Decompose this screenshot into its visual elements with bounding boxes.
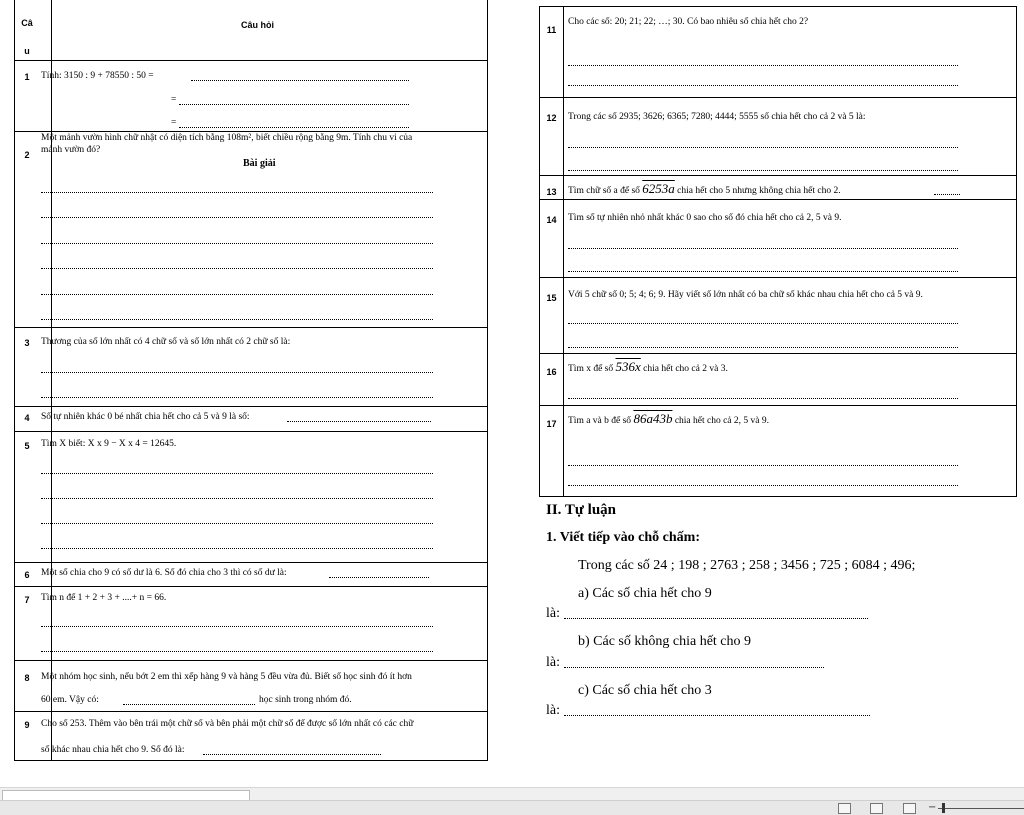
essay-part-c: c) Các số chia hết cho 3 [578, 683, 712, 698]
q2-number: 2 [24, 150, 30, 160]
print-layout-icon[interactable] [870, 803, 883, 814]
essay-part-a: a) Các số chia hết cho 9 [578, 586, 712, 601]
q3-number: 3 [24, 338, 30, 348]
left-question-table [14, 0, 488, 761]
q9-text-2: số khác nhau chia hết cho 9. Số đó là: [41, 745, 185, 755]
q14-text: Tìm số tự nhiên nhỏ nhất khác 0 sao cho số đó chia hết cho cả 2, 5 và 9. [568, 213, 842, 223]
q1-text: Tính: 3150 : 9 + 78550 : 50 = [41, 71, 154, 81]
q14-number: 14 [546, 215, 557, 225]
zoom-slider[interactable] [938, 808, 1024, 809]
q12-text: Trong các số 2935; 3626; 6365; 7280; 4444; 5555 số chia hết cho cả 2 và 5 là: [568, 112, 866, 122]
essay-numbers: Trong các số 24 ; 198 ; 2763 ; 258 ; 3456 ; 725 ; 6084 ; 496; [578, 558, 916, 573]
q6-text: Một số chia cho 9 có số dư là 6. Số đó chia cho 3 thì có số dư là: [41, 568, 287, 578]
essay-part-c-answer-label: là: [546, 703, 560, 718]
q5-text: Tìm X biết: X x 9 − X x 4 = 12645. [41, 439, 177, 449]
q9-number: 9 [24, 720, 30, 730]
essay-q1: 1. Viết tiếp vào chỗ chấm: [546, 530, 700, 545]
q3-text: Thương của số lớn nhất có 4 chữ số và số lớn nhất có 2 chữ số là: [41, 337, 291, 347]
q1-eq-3: = [171, 118, 177, 128]
q17-text: Tìm a và b để số 86a43b chia hết cho cả 2, 5 và 9. [568, 411, 769, 426]
q2-solution-heading: Bài giải [243, 158, 276, 169]
q11-number: 11 [546, 25, 557, 35]
q8-text-3: học sinh trong nhóm đó. [259, 695, 352, 705]
q2-text-2: mảnh vườn đó? [41, 145, 101, 155]
q15-text: Với 5 chữ số 0; 5; 4; 6; 9. Hãy viết số lớn nhất có ba chữ số khác nhau chia hết cho cả 5 và 9. [568, 290, 923, 300]
essay-part-b-answer-label: là: [546, 655, 560, 670]
q13-overline-number: 6253a [642, 181, 675, 196]
q6-number: 6 [24, 570, 30, 580]
q5-number: 5 [24, 441, 30, 451]
q4-text: Số tự nhiên khác 0 bé nhất chia hết cho cả 5 và 9 là số: [41, 412, 250, 422]
q13-text: Tìm chữ số a để số 6253a chia hết cho 5 nhưng không chia hết cho 2. [568, 181, 841, 196]
q15-number: 15 [546, 293, 557, 303]
essay-part-a-answer-label: là: [546, 606, 560, 621]
zoom-out-icon[interactable]: − [928, 802, 937, 813]
zoom-slider-knob[interactable] [942, 803, 945, 813]
header-col-num: Câ [21, 18, 33, 28]
horizontal-scrollbar[interactable] [0, 787, 1024, 801]
q17-number: 17 [546, 419, 557, 429]
essay-part-b: b) Các số không chia hết cho 9 [578, 634, 752, 649]
q1-number: 1 [24, 72, 30, 82]
q7-number: 7 [24, 595, 30, 605]
q16-overline-number: 536x [615, 359, 641, 374]
q16-number: 16 [546, 367, 557, 377]
q7-text: Tìm n để 1 + 2 + 3 + ....+ n = 66. [41, 593, 167, 603]
right-question-table [539, 6, 1017, 497]
header-col-num-2: u [24, 46, 30, 56]
q16-text: Tìm x để số 536x chia hết cho cả 2 và 3. [568, 359, 728, 374]
q13-number: 13 [546, 187, 557, 197]
q1-eq-2: = [171, 95, 177, 105]
q8-text-1: Một nhóm học sinh, nếu bớt 2 em thì xếp hàng 9 và hàng 5 đều vừa đủ. Biết số học sinh đó ít hơn [41, 672, 412, 682]
status-bar [0, 800, 1024, 815]
web-layout-icon[interactable] [903, 803, 916, 814]
q12-number: 12 [546, 113, 557, 123]
q17-overline-number: 86a43b [633, 411, 673, 426]
q8-text-2: 60 em. Vậy có: [41, 695, 99, 705]
essay-title: II. Tự luận [546, 502, 617, 518]
read-mode-icon[interactable] [838, 803, 851, 814]
q4-number: 4 [24, 413, 30, 423]
q2-text-1: Một mảnh vườn hình chữ nhật có diện tích bằng 108m², biết chiều rộng bằng 9m. Tính chu vi của [41, 133, 413, 143]
q8-number: 8 [24, 673, 30, 683]
q9-text-1: Cho số 253. Thêm vào bên trái một chữ số và bên phải một chữ số để được số lớn nhất có các chữ [41, 719, 414, 729]
header-col-question: Câu hỏi [241, 20, 274, 30]
q11-text: Cho các số: 20; 21; 22; …; 30. Có bao nhiêu số chia hết cho 2? [568, 17, 809, 27]
